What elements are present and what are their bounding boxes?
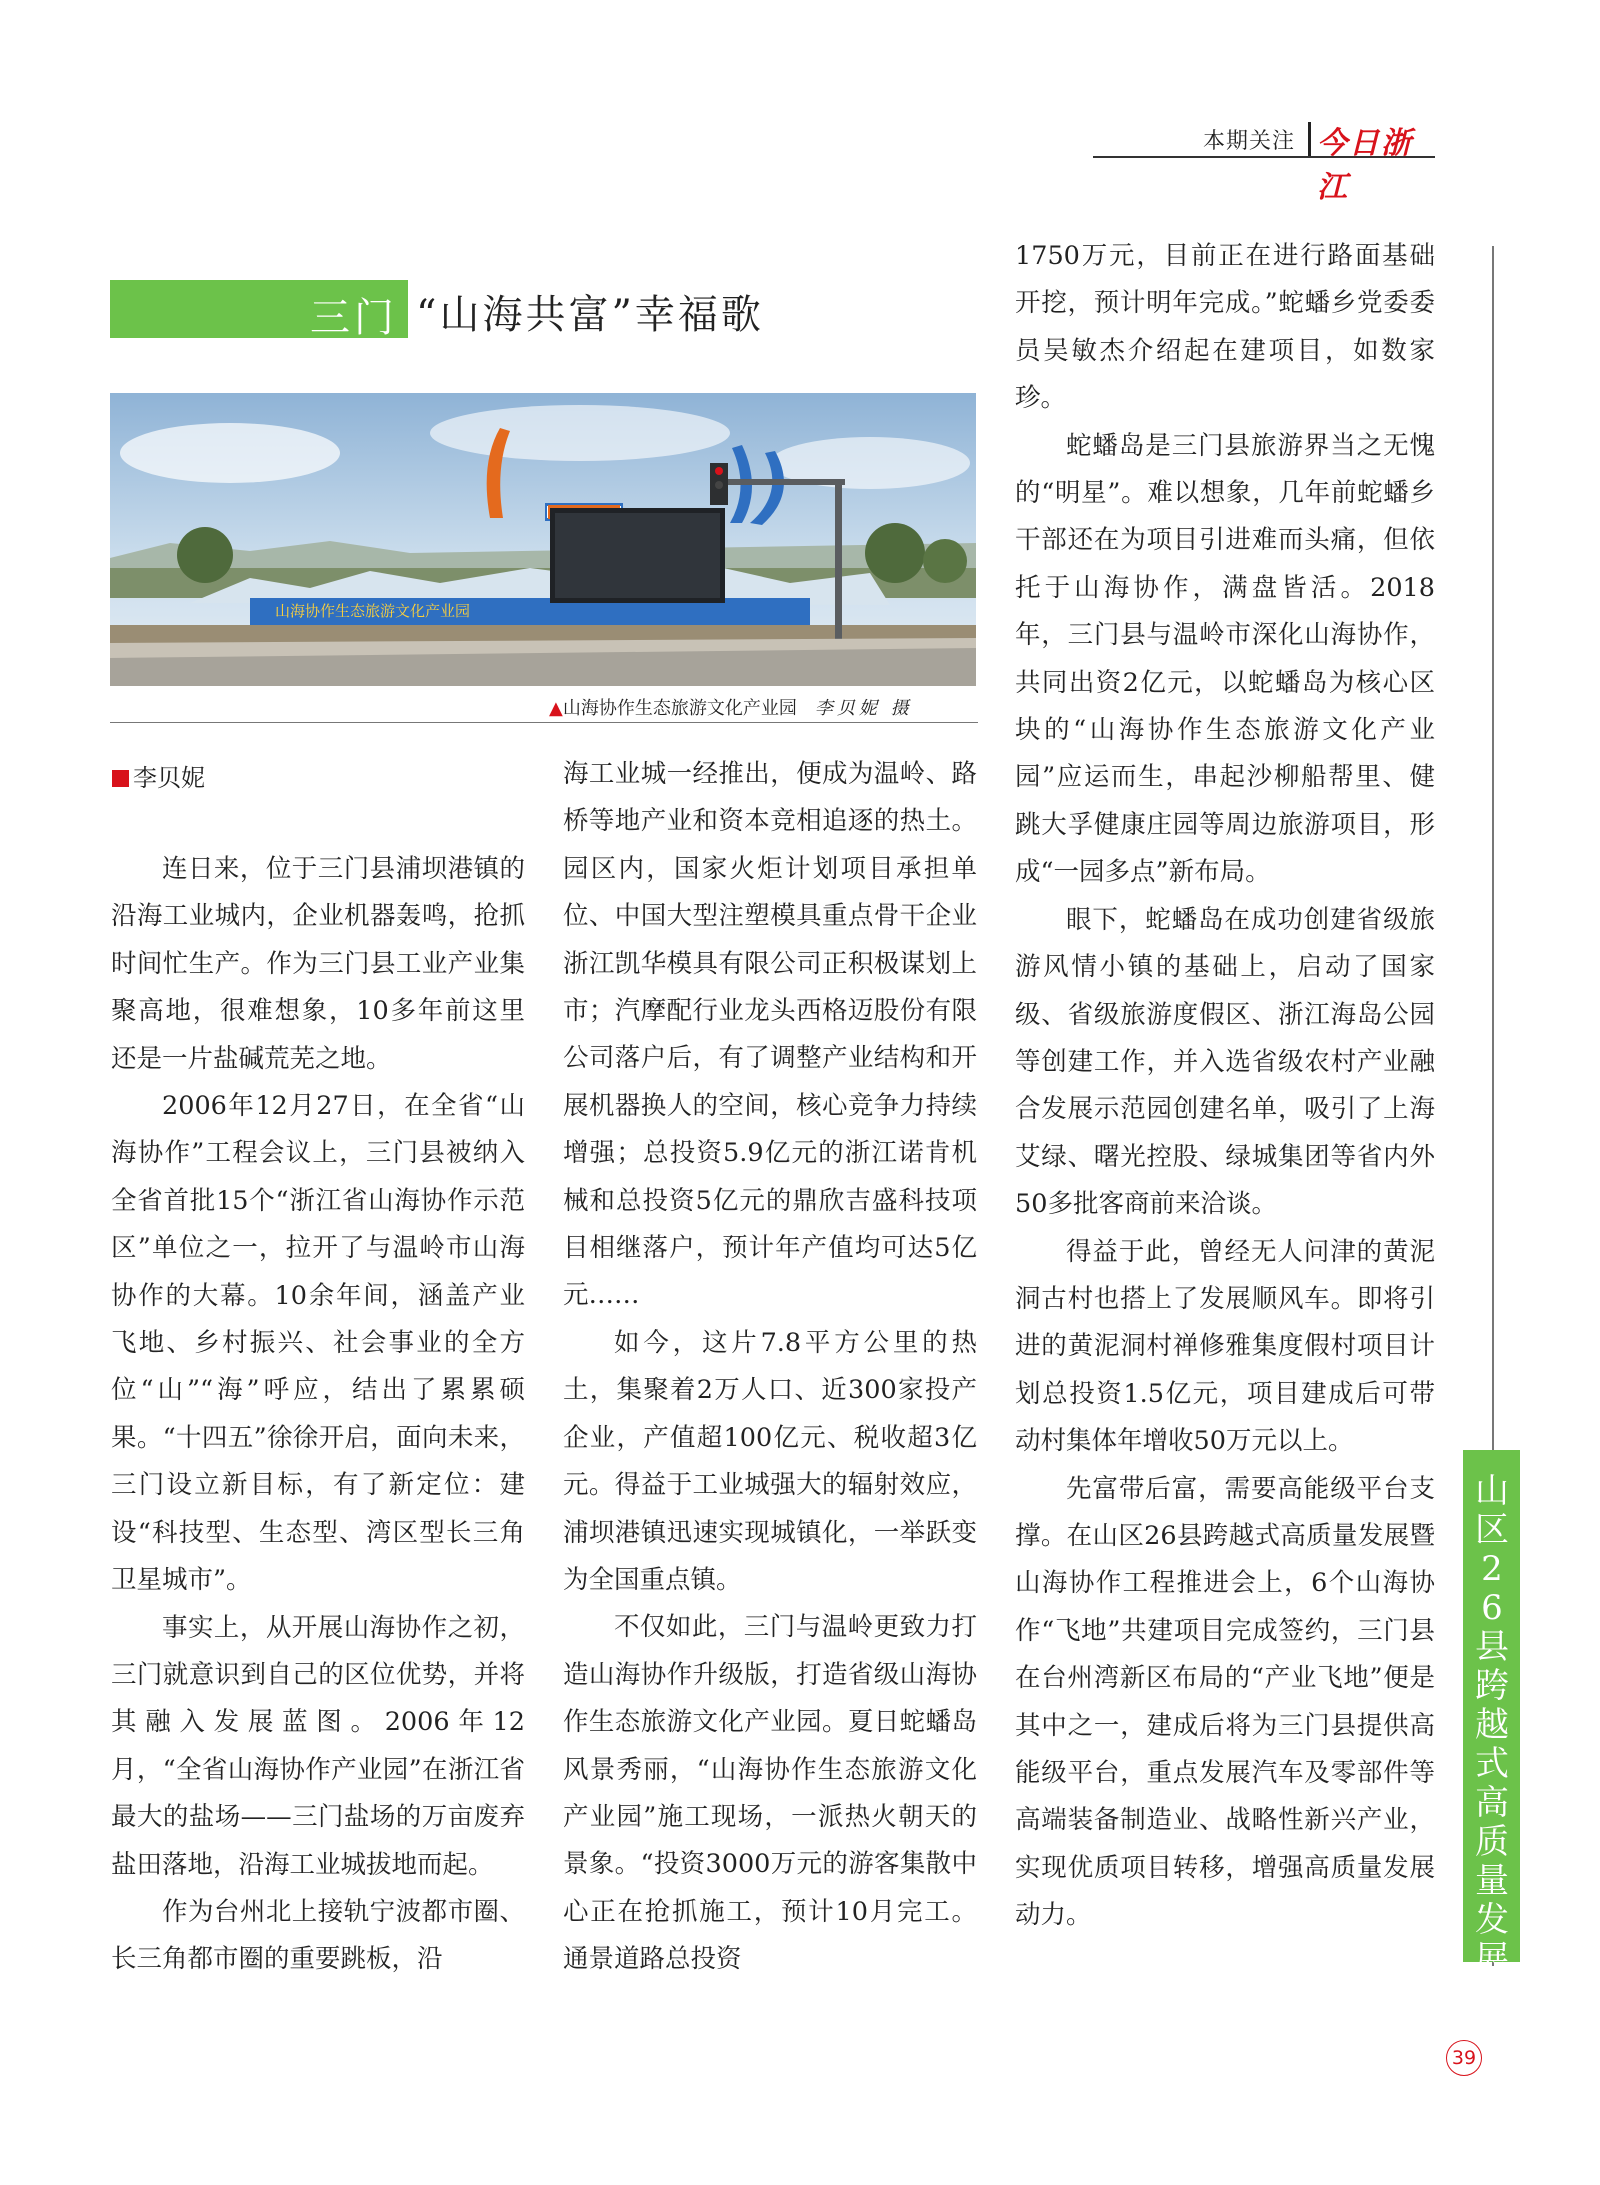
paragraph: 2006年12月27日，在全省“山海协作”工程会议上，三门县被纳入全省首批15个“浙江省山海协作示范区”单位之一，拉开了与温岭市山海协作的大幕。10余年间，涵盖产业飞地、乡村振兴、社会事业的全方位“山”“海”呼应，结出了累累硕果。“十四五”徐徐开启，面向未来，三门设立新目标，有了新定位：建设“科技型、生态型、湾区型长三角卫星城市”。 [111, 1091, 525, 1596]
caption-rule [110, 722, 978, 723]
article-title: “山海共富”幸福歌 [416, 292, 764, 338]
article-photo [110, 393, 976, 686]
paragraph: 1750万元，目前正在进行路面基础开挖，预计明年完成。”蛇蟠乡党委委员吴敏杰介绍起在建项目，如数家珍。 [1015, 241, 1435, 414]
running-header [1093, 122, 1435, 205]
section-label: 本期关注 [1203, 129, 1296, 154]
header-separator [1308, 122, 1311, 156]
side-section-band [1463, 1450, 1520, 1979]
paragraph: 如今，这片7.8平方公里的热土，集聚着2万人口、近300家投产企业，产值超100亿元、税收超3亿元。得益于工业城强大的辐射效应，浦坝港镇迅速实现城镇化，一举跃变为全国重点镇。 [563, 1327, 977, 1595]
paragraph: 不仅如此，三门与温岭更致力打造山海协作升级版，打造省级山海协作生态旅游文化产业园。夏日蛇蟠岛风景秀丽，“山海协作生态旅游文化产业园”施工现场，一派热火朝天的景象。“投资3000万元的游客集散中心正在抢抓施工，预计10月完工。通景道路总投资 [563, 1612, 977, 1975]
paragraph: 得益于此，曾经无人问津的黄泥洞古村也搭上了发展顺风车。即将引进的黄泥洞村禅修雅集度假村项目计划总投资1.5亿元，项目建成后可带动村集体年增收50万元以上。 [1015, 1236, 1435, 1457]
side-section-text: 山区26县跨越式高质量发展 [1475, 1471, 1509, 1979]
article-column-3 [1015, 233, 1435, 1940]
paragraph: 先富带后富，需要高能级平台支撑。在山区26县跨越式高质量发展暨山海协作工程推进会上，6个山海协作“飞地”共建项目完成签约，三门县在台州湾新区布局的“产业飞地”便是其中之一，建成后将为三门县提供高能级平台，重点发展汽车及零部件等高端装备制造业、战略性新兴产业，实现优质项目转移，增强高质量发展动力。 [1015, 1473, 1435, 1931]
article-column-1 [111, 846, 525, 1984]
author-marker-icon [112, 770, 129, 787]
paragraph: 眼下，蛇蟠岛在成功创建省级旅游风情小镇的基础上，启动了国家级、省级旅游度假区、浙江海岛公园等创建工作，并入选省级农村产业融合发展示范园创建名单，吸引了上海艾绿、曙光控股、绿城集团等省内外50多批客商前来洽谈。 [1015, 904, 1435, 1220]
magazine-brand-logo: 今日浙江 [1317, 126, 1413, 205]
article-column-2 [563, 751, 977, 1984]
page-number: 39 [1446, 2040, 1482, 2076]
photo-sign-text: 山海协作生态旅游文化产业园 [275, 602, 471, 620]
author-line [112, 758, 205, 793]
paragraph: 事实上，从开展山海协作之初，三门就意识到自己的区位优势，并将其融入发展蓝图。2006年12月，“全省山海协作产业园”在浙江省最大的盐场——三门盐场的万亩废弃盐田落地，沿海工业城拔地而起。 [111, 1612, 525, 1880]
photo-credit: 李贝妮 摄 [814, 698, 913, 719]
paragraph: 作为台州北上接轨宁波都市圈、长三角都市圈的重要跳板，沿 [111, 1896, 525, 1975]
paragraph: 蛇蟠岛是三门县旅游界当之无愧的“明星”。难以想象，几年前蛇蟠乡干部还在为项目引进难而头痛，但依托于山海协作，满盘皆活。2018年，三门县与温岭市深化山海协作，共同出资2亿元，以蛇蟠岛为核心区块的“山海协作生态旅游文化产业园”应运而生，串起沙柳船帮里、健跳大孚健康庄园等周边旅游项目，形成“一园多点”新布局。 [1015, 430, 1435, 888]
photo-scene [110, 393, 976, 686]
title-place: 三门 [310, 295, 398, 341]
paragraph: 连日来，位于三门县浦坝港镇的沿海工业城内，企业机器轰鸣，抢抓时间忙生产。作为三门县工业产业集聚高地，很难想象，10多年前这里还是一片盐碱荒芜之地。 [111, 854, 525, 1074]
caption-triangle-icon: ▲ [549, 698, 563, 719]
paragraph: 海工业城一经推出，便成为温岭、路桥等地产业和资本竞相追逐的热土。园区内，国家火炬计划项目承担单位、中国大型注塑模具重点骨干企业浙江凯华模具有限公司正积极谋划上市；汽摩配行业龙头西格迈股份有限公司落户后，有了调整产业结构和开展机器换人的空间，核心竞争力持续增强；总投资5.9亿元的浙江诺肯机械和总投资5亿元的鼎欣吉盛科技项目相继落户，预计年产值均可达5亿元…… [563, 759, 977, 1311]
author-name: 李贝妮 [133, 764, 205, 792]
photo-caption [549, 694, 979, 720]
caption-text: 山海协作生态旅游文化产业园 [562, 698, 797, 719]
